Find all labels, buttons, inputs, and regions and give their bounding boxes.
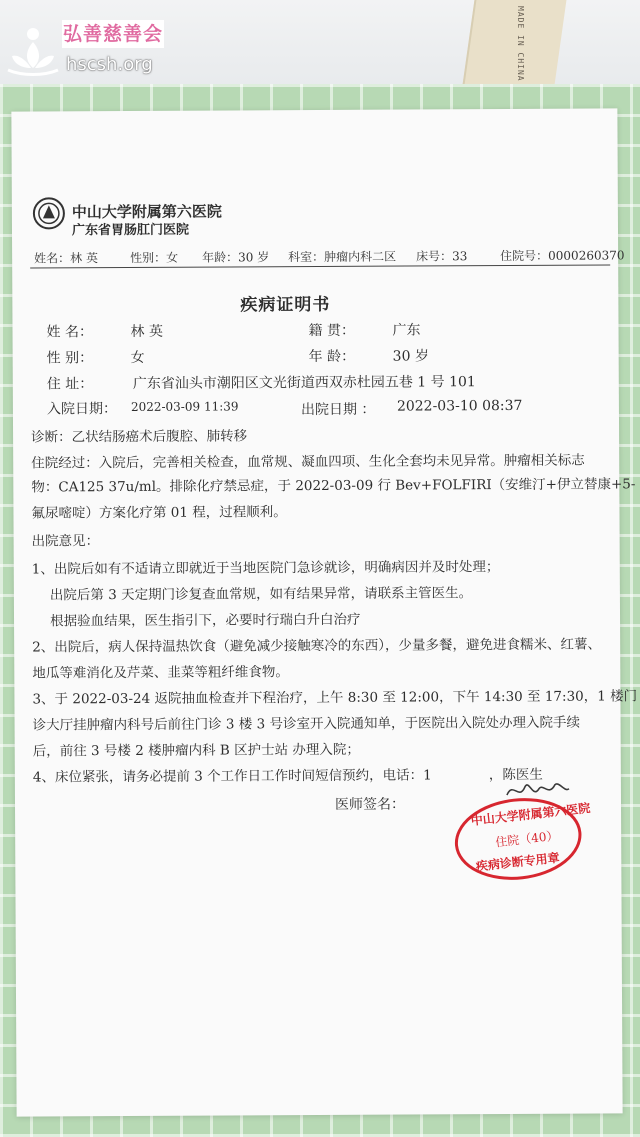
admit-value: 2022-03-09 11:39 — [130, 399, 239, 414]
advice-line-9: 4、床位紧张，请务必提前 3 个工作日工作时间短信预约，电话：1 — [32, 767, 432, 786]
course-line-1: 住院经过：入院后，完善相关检查，血常规、凝血四项、生化全套均未见异常。肿瘤相关标志 — [31, 452, 585, 472]
discharge-label: 出院日期 ： — [300, 401, 376, 419]
meta-age: 年龄：30 岁 — [202, 250, 270, 265]
watermark-url: hscsh.org — [66, 54, 153, 75]
advice-heading: 出院意见： — [31, 533, 100, 550]
advice-line-7: 诊大厅挂肿瘤内科号后前往门诊 3 楼 3 号诊室开入院通知单，于医院出入院处办理入院手续 — [32, 714, 580, 734]
meta-admission-no: 住院号：0000260370 — [500, 248, 625, 264]
watermark-title: 弘善慈善会 — [62, 20, 164, 48]
advice-line-5: 地瓜等难消化及芹菜、韭菜等粗纤维食物。 — [32, 664, 289, 682]
meta-dept: 科室：肿瘤内科二区 — [288, 249, 397, 265]
certificate-title: 疾病证明书 — [240, 294, 331, 316]
meta-gender: 性别：女 — [130, 250, 179, 265]
address-label: 住 址： — [46, 376, 94, 393]
origin-value: 广东 — [392, 322, 421, 339]
hospital-logo-icon — [32, 196, 66, 230]
course-line-2: 物：CA125 37u/ml。排除化疗禁忌症，于 2022-03-09 行 Bev+FOLFIRI（安维汀+伊立替康+5- — [31, 476, 636, 496]
hospital-alias: 广东省胃肠肛门医院 — [71, 222, 190, 239]
name-label: 姓 名： — [46, 324, 94, 341]
diagnosis: 诊断：乙状结肠癌术后腹腔、肺转移 — [31, 428, 248, 446]
advice-line-9-end: ，陈医生 — [488, 766, 543, 784]
hospital-name: 中山大学附属第六医院 — [71, 202, 222, 222]
lotus-logo-icon — [4, 20, 62, 78]
hospital-seal — [449, 790, 591, 888]
advice-line-8: 后，前往 3 号楼 2 楼肿瘤内科 B 区护士站 办理入院； — [32, 741, 360, 760]
course-line-3: 氟尿嘧啶）方案化疗第 01 程，过程顺利。 — [31, 504, 287, 522]
advice-line-2: 出院后第 3 天定期门诊复查血常规，如有结果异常，请联系主管医生。 — [49, 585, 473, 604]
advice-line-4: 2、出院后，病人保持温热饮食（避免减少接触寒冷的东西），少量多餐，避免进食糯米、红薯、 — [32, 636, 602, 656]
discharge-value: 2022-03-10 08:37 — [396, 397, 523, 415]
address-value: 广东省汕头市潮阳区文光街道西双赤杜园五巷 1 号 101 — [132, 374, 476, 392]
medical-certificate-sheet — [11, 108, 638, 1116]
meta-name: 姓名：林 英 — [34, 251, 99, 266]
advice-line-6: 3、于 2022-03-24 返院抽血检查并下程治疗，上午 8:30 至 12:00，下午 14:30 至 17:30，1 楼门 — [32, 688, 638, 708]
signature-label: 医师签名： — [334, 796, 406, 813]
meta-bed: 床号：33 — [416, 249, 468, 264]
patient-meta-row — [30, 242, 625, 268]
watermark — [4, 16, 164, 80]
seal-middle-text: 住院（40） — [494, 828, 560, 850]
advice-line-1: 1、出院后如有不适请立即就近于当地医院门急诊就诊，明确病因并及时处理； — [31, 559, 500, 578]
gender-label: 性 别： — [46, 350, 94, 367]
background-box-text: MADE IN CHINA — [516, 6, 525, 82]
age-label: 年 龄： — [308, 348, 356, 366]
gender-value: 女 — [130, 349, 145, 366]
seal-bottom-text: 疾病诊断专用章 — [475, 850, 561, 874]
origin-label: 籍 贯： — [308, 322, 356, 340]
advice-line-3: 根据验血结果，医生指引下，必要时行瑞白升白治疗 — [50, 611, 361, 630]
seal-top-text: 中山大学附属第六医院 — [470, 800, 591, 828]
admit-label: 入院日期： — [46, 401, 117, 418]
name-value: 林 英 — [130, 323, 164, 340]
age-value: 30 岁 — [392, 348, 429, 365]
